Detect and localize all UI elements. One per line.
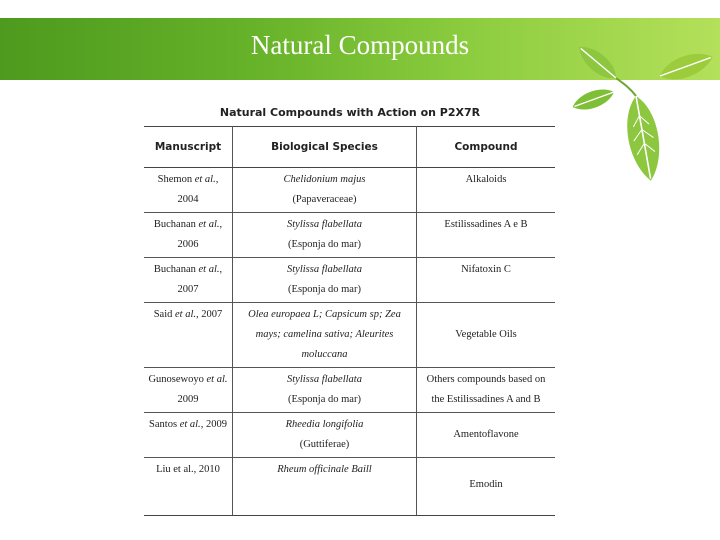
table-row — [144, 368, 555, 413]
species-name: Stylissa flabellata — [287, 264, 362, 275]
et-al: et al. — [203, 374, 228, 385]
species-name: Stylissa flabellata — [287, 219, 362, 230]
column-header-manuscript: Manuscript — [144, 127, 233, 168]
table-row — [144, 458, 555, 516]
year: , 2007 — [196, 309, 223, 320]
green-leaves-icon — [568, 30, 718, 195]
compound-cell: Nifatoxin C — [417, 258, 556, 303]
compounds-table — [144, 126, 555, 516]
species-name: Rheum officinale Baill — [277, 464, 372, 475]
compound-cell: Emodin — [417, 458, 556, 516]
slide-title: Natural Compounds — [250, 30, 470, 60]
species-family: (Guttiferae) — [299, 439, 350, 450]
year: , 2004 — [177, 174, 219, 205]
column-header-biological-species: Biological Species — [233, 127, 417, 168]
species-cell — [233, 258, 417, 303]
species-cell — [233, 458, 417, 516]
species-name: Rheedia longifolia — [285, 419, 364, 430]
author-name: Liu et al., 2010 — [156, 464, 220, 475]
author-name: Buchanan — [153, 219, 196, 230]
compound-cell: Alkaloids — [417, 168, 556, 213]
column-header-compound: Compound — [417, 127, 556, 168]
et-al: et al. — [192, 174, 216, 185]
year: , 2007 — [177, 264, 223, 295]
table-row — [144, 413, 555, 458]
compound-cell: Vegetable Oils — [417, 303, 556, 368]
year: , 2006 — [177, 219, 223, 250]
author-name: Said — [153, 309, 173, 320]
manuscript-cell — [144, 368, 233, 413]
author-name: Gunosewoyo — [148, 374, 204, 385]
manuscript-cell — [144, 458, 233, 516]
author-name: Santos — [149, 419, 178, 430]
species-name: Olea europaea L; Capsicum sp; Zea mays; camelina sativa; Aleurites moluccana — [248, 309, 401, 360]
table-row — [144, 303, 555, 368]
author-name: Shemon — [157, 174, 193, 185]
et-al: et al. — [172, 309, 197, 320]
species-cell — [233, 168, 417, 213]
manuscript-cell — [144, 213, 233, 258]
table-row — [144, 213, 555, 258]
et-al: et al. — [177, 419, 201, 430]
species-name: Stylissa flabellata — [287, 374, 362, 385]
species-family: (Esponja do mar) — [288, 394, 361, 405]
species-cell — [233, 413, 417, 458]
compound-cell: Others compounds based on the Estilissadines A and B — [417, 368, 556, 413]
table-row — [144, 258, 555, 303]
manuscript-cell — [144, 168, 233, 213]
table-row — [144, 168, 555, 213]
compound-cell: Amentoflavone — [417, 413, 556, 458]
species-cell — [233, 213, 417, 258]
species-cell — [233, 303, 417, 368]
year: 2009 — [177, 394, 199, 405]
table-header-row — [144, 127, 555, 168]
et-al: et al. — [195, 219, 220, 230]
manuscript-cell — [144, 413, 233, 458]
manuscript-cell — [144, 258, 233, 303]
year: , 2009 — [200, 419, 227, 430]
species-family: (Papaveraceae) — [292, 194, 357, 205]
et-al: et al. — [195, 264, 220, 275]
manuscript-cell — [144, 303, 233, 368]
species-family: (Esponja do mar) — [288, 284, 361, 295]
author-name: Buchanan — [153, 264, 196, 275]
species-family: (Esponja do mar) — [288, 239, 361, 250]
table-caption: Natural Compounds with Action on P2X7R — [219, 106, 481, 119]
species-name: Chelidonium majus — [283, 174, 366, 185]
species-cell — [233, 368, 417, 413]
compound-cell: Estilissadines A e B — [417, 213, 556, 258]
